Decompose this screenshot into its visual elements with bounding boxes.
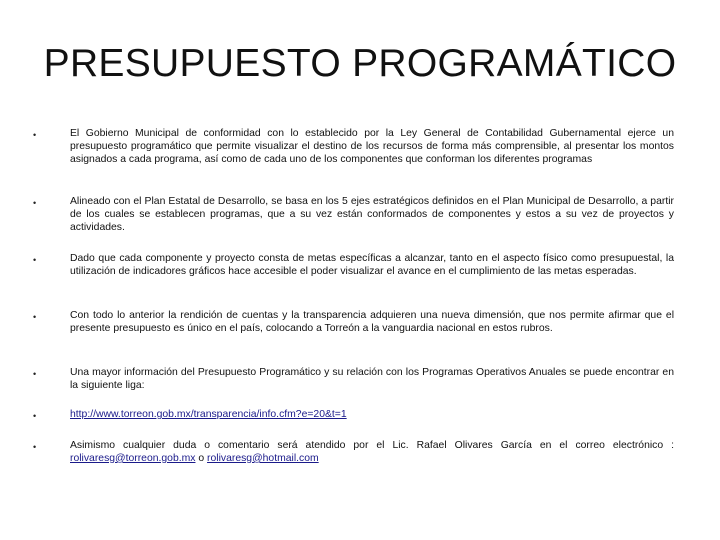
bullet-text: El Gobierno Municipal de conformidad con lo establecido por la Ley General de Contabilidad Gubernamental ejerce un presupuesto programático que permite visualizar el destino de los recursos de forma más comprensible, al presentar los montos asignados a cada programa, así como de cada uno de los componentes que conforman los diferentes programas bbox=[70, 128, 674, 165]
bullet-icon: • bbox=[33, 369, 37, 379]
bullet-icon: • bbox=[33, 255, 37, 265]
bullet-icon: • bbox=[33, 198, 37, 208]
contact-text bbox=[70, 440, 674, 466]
slide-title: PRESUPUESTO PROGRAMÁTICO bbox=[43, 42, 677, 85]
bullet-text: Alineado con el Plan Estatal de Desarrollo, se basa en los 5 ejes estratégicos definidos en el Plan Municipal de Desarrollo, a partir de los cuales se establecen programas, que a su vez están conformados de componentes y estos a su vez de proyectos y actividades. bbox=[70, 196, 674, 233]
contact-intro: Asimismo cualquier duda o comentario será atendido por el Lic. Rafael Olivares García en el correo electrónico : bbox=[70, 440, 674, 451]
bullet-text: Con todo lo anterior la rendición de cuentas y la transparencia adquieren una nueva dimensión, que nos permite afirmar que el presente presupuesto es único en el país, colocando a Torreón a la vanguardia nacional en estos rubros. bbox=[70, 310, 674, 334]
bullet-icon: • bbox=[33, 130, 37, 140]
bullet-icon: • bbox=[33, 312, 37, 322]
email-link-torreon[interactable]: rolivaresg@torreon.gob.mx bbox=[70, 452, 196, 464]
contact-separator: o bbox=[195, 452, 208, 464]
bullet-text bbox=[70, 409, 674, 422]
bullet-icon: • bbox=[33, 411, 37, 421]
bullet-icon: • bbox=[33, 442, 37, 452]
bullet-text: Dado que cada componente y proyecto consta de metas específicas a alcanzar, tanto en el aspecto físico como presupuestal, la utilización de indicadores gráficos hace accesible el poder visualizar el avance en el cumplimiento de las metas esperadas. bbox=[70, 253, 674, 277]
email-link-hotmail[interactable]: rolivaresg@hotmail.com bbox=[207, 452, 319, 464]
transparency-link[interactable]: http://www.torreon.gob.mx/transparencia/info.cfm?e=20&t=1 bbox=[70, 409, 347, 420]
bullet-text: Una mayor información del Presupuesto Programático y su relación con los Programas Operativos Anuales se puede encontrar en la siguiente liga: bbox=[70, 367, 674, 391]
